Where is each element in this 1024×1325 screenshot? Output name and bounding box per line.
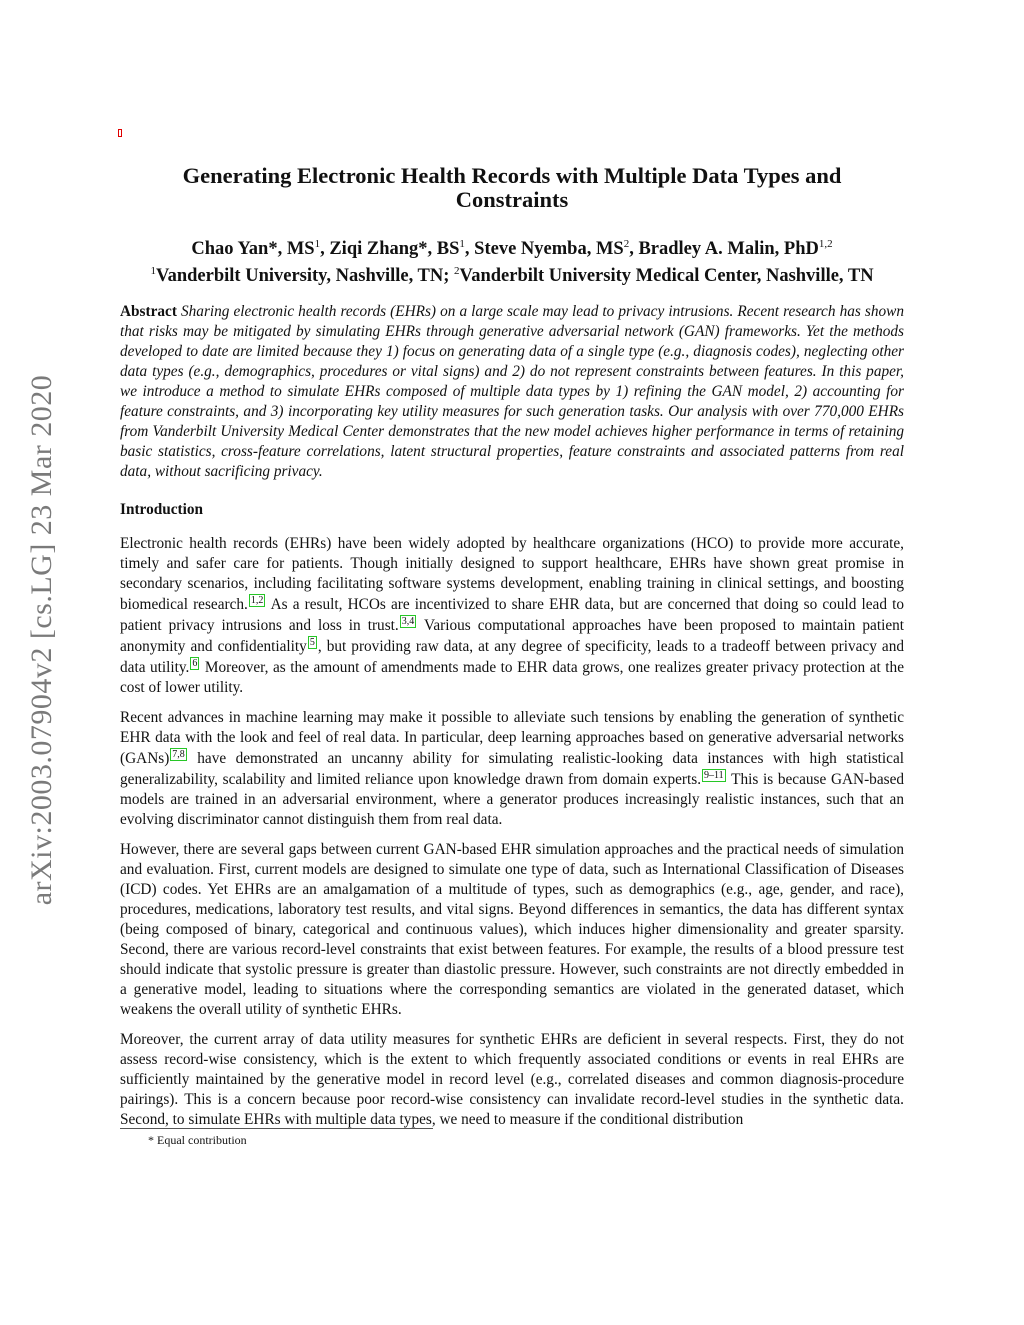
affiliation-mark: 2 [454, 265, 460, 277]
paragraph-text: Moreover, as the amount of amendments made to EHR data grows, one realizes greater privacy protection at the cost of lower utility. [120, 659, 904, 696]
paragraph-text: Electronic health records (EHRs) have been widely adopted by healthcare organizations (HCO) to provide more accurate, timely and safer care for patients. Though initially designed to support healthcare, EHRs have shown great promise in secondary scenarios, including facilitating software systems development, enabling training in clinical settings, and boosting biomedical research. [120, 535, 904, 613]
title-line-1: Generating Electronic Health Records with Multiple Data Types and [182, 163, 842, 188]
affiliations [120, 260, 904, 287]
paragraph: However, there are several gaps between current GAN-based EHR simulation approaches and the practical needs of simulation and evaluation. First, current models are designed to simulate one type of data, such as International Classification of Diseases (ICD) codes. Yet EHRs are an amalgamation of a multitude of types, such as demographics (e.g., age, gender, and race), procedures, medications, laboratory test results, and vital signs. Beyond differences in semantics, the data has different syntax (being composed of binary, categorical and continuous values), which induces higher dimensionality and greater sparsity. Second, there are various record-level constraints that exist between features. For example, the results of a blood pressure test should indicate that systolic pressure is greater than diastolic pressure. However, such constraints are not directly embedded in a generative model, leading to situations where the corresponding semantics are violated in the generated dataset, which weakens the overall utility of synthetic EHRs. [120, 841, 904, 1018]
paragraph-text: have demonstrated an uncanny ability for simulating realistic-looking data instances with high statistical generalizability, scalability and limited reliance upon knowledge drawn from domain experts. [120, 750, 904, 788]
author-name: , Ziqi Zhang*, BS [320, 239, 460, 259]
paragraph [120, 708, 904, 830]
citation-link[interactable]: 6 [192, 658, 198, 669]
abstract-text: Sharing electronic health records (EHRs) on a large scale may lead to privacy intrusions. Recent research has shown that risks may be mitigated by simulating EHRs through generative adversarial network (GAN) frameworks. Yet the methods developed to date are limited because they 1) focus on generating data of a single type (e.g., diagnosis codes), neglecting other data types (e.g., demographics, procedures or vital signs) and 2) do not represent constraints between features. In this paper, we introduce a method to simulate EHRs composed of multiple data types by 1) refining the GAN model, 2) accounting for feature constraints, and 3) incorporating key utility measures for such generation tasks. Our analysis with over 770,000 EHRs from Vanderbilt University Medical Center demonstrates that the new model achieves higher performance in terms of retaining basic statistics, cross-feature correlations, latent structural properties, feature constraints and associated patterns from real data, without sacrificing privacy. [120, 303, 904, 480]
paragraph [120, 534, 904, 698]
abstract [120, 302, 904, 482]
affiliation: Vanderbilt University Medical Center, Nashville, TN [459, 266, 874, 286]
paragraph-text: As a result, HCOs are incentivized to share EHR data, but are concerned that doing so could lead to patient privacy intrusions and loss in trust. [120, 596, 904, 634]
citation-link[interactable]: 3,4 [401, 616, 415, 627]
affiliation: Vanderbilt University, Nashville, TN; [155, 266, 455, 286]
footnote: * Equal contribution [148, 1133, 247, 1147]
citation-link[interactable]: 7,8 [172, 749, 185, 760]
author-name: Chao Yan*, MS [191, 239, 315, 259]
affiliation-mark: 1,2 [818, 238, 833, 250]
paragraph-text: Various computational approaches have been proposed to maintain patient anonymity and confidentiality [120, 617, 905, 655]
arxiv-identifier: arXiv:2003.07904v2 [cs.LG] 23 Mar 2020 [25, 374, 58, 906]
citation-link[interactable]: 9–11 [704, 770, 724, 781]
author-block [120, 233, 904, 287]
affiliation-mark: 1 [314, 238, 321, 250]
paragraph-text: Recent advances in machine learning may make it possible to alleviate such tensions by enabling the generation of synthetic EHR data with the look and feel of real data. In particular, deep learning approaches based on generative adversarial networks (GANs) [120, 709, 904, 767]
author-names [120, 233, 904, 260]
abstract-label: Abstract [120, 303, 177, 320]
paragraph-text: This is because GAN-based models are trained in an adversarial environment, where a generator produces increasingly realistic instances, such that an evolving discriminator cannot distinguish them from real data. [120, 771, 905, 828]
footnote-divider [120, 1128, 433, 1129]
citation-link[interactable]: 1,2 [250, 595, 264, 606]
author-name: , Bradley A. Malin, PhD [629, 239, 819, 259]
paragraph: Moreover, the current array of data utility measures for synthetic EHRs are deficient in several respects. First, they do not assess record-wise consistency, which is the extent to which frequently associated conditions or events in real EHRs are sufficiently maintained by the generative model in record level (e.g., correlated diseases and common diagnosis-procedure pairings). This is a concern because poor record-wise consistency can invalidate record-level studies in the synthetic data. Second, to simulate EHRs with multiple data types, we need to measure if the conditional distribution [120, 1031, 904, 1128]
annotation-marker [118, 129, 122, 137]
section-heading-introduction: Introduction [120, 501, 204, 518]
affiliation-mark: 1 [150, 265, 156, 277]
affiliation-mark: 2 [623, 238, 630, 250]
arxiv-sidebar-stamp [12, 330, 72, 950]
affiliation-mark: 1 [459, 238, 465, 250]
title-line-2: Constraints [455, 187, 569, 212]
author-name: , Steve Nyemba, MS [464, 239, 624, 259]
paragraph-text: , but providing raw data, at any degree of specificity, leads to a tradeoff between privacy and data utility. [120, 638, 904, 676]
citation-link[interactable]: 5 [309, 637, 315, 648]
paper-title [120, 164, 904, 212]
paper-body [120, 302, 904, 1140]
